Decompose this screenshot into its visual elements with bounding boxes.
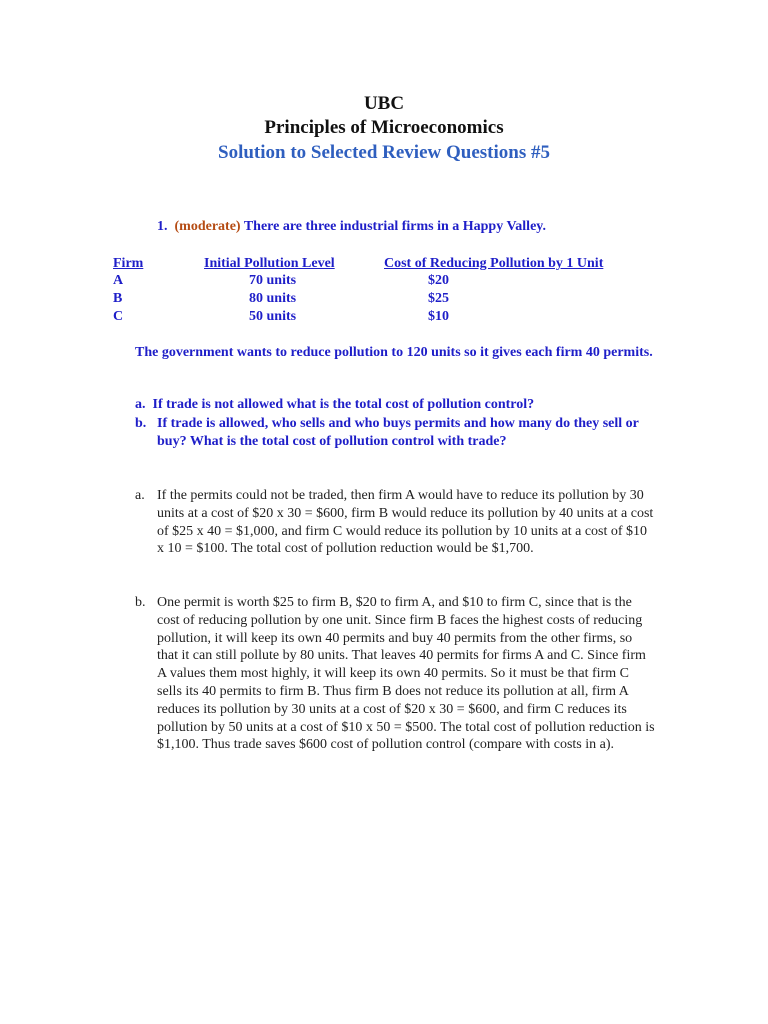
subquestion-marker: b. bbox=[135, 416, 147, 431]
table-row bbox=[0, 309, 768, 327]
course-title: Principles of Microeconomics bbox=[264, 117, 504, 138]
question-number: 1. bbox=[157, 219, 168, 234]
scenario-text: The government wants to reduce pollution to 120 units so it gives each firm 40 permits. bbox=[135, 345, 653, 360]
table-row bbox=[0, 273, 768, 291]
table-row bbox=[0, 291, 768, 309]
table-cell-firm: A bbox=[113, 273, 124, 288]
answer-a bbox=[135, 487, 655, 558]
question-prompt: There are three industrial firms in a Happy Valley. bbox=[243, 219, 547, 234]
answer-marker: b. bbox=[135, 595, 146, 610]
subquestion-b bbox=[135, 415, 665, 451]
difficulty-label: (moderate) bbox=[174, 219, 241, 234]
answer-b bbox=[135, 594, 655, 754]
institution-title: UBC bbox=[363, 93, 405, 114]
table-cell-cost: $25 bbox=[428, 291, 449, 306]
table-cell-cost: $20 bbox=[428, 273, 449, 288]
table-cell-firm: B bbox=[113, 291, 123, 306]
subquestion-text: If trade is not allowed what is the total cost of pollution control? bbox=[152, 397, 535, 412]
table-cell-cost: $10 bbox=[428, 309, 449, 324]
table-cell-level: 70 units bbox=[249, 273, 297, 288]
answer-text: If the permits could not be traded, then firm A would have to reduce its pollution by 30 units at a cost of $20 x 30 = $600, firm B would reduce its pollution by 40 units at a cost of $25 x 40 = $1,000, and firm C would reduce its pollution by 10 units at a cost of $10 x 10 = $100. The total cost of pollution reduction would be $1,700. bbox=[157, 488, 654, 557]
document-subtitle: Solution to Selected Review Questions #5 bbox=[218, 142, 550, 163]
question-1-heading bbox=[157, 219, 546, 235]
table-header-cost: Cost of Reducing Pollution by 1 Unit bbox=[384, 256, 604, 271]
table-header-pollution-level: Initial Pollution Level bbox=[204, 256, 335, 271]
subquestion-text: If trade is allowed, who sells and who buys permits and how many do they sell or buy? What is the total cost of pollution control with trade? bbox=[157, 416, 639, 449]
table-cell-level: 50 units bbox=[249, 309, 297, 324]
table-header-firm: Firm bbox=[113, 256, 144, 271]
answer-marker: a. bbox=[135, 488, 145, 503]
answer-text: One permit is worth $25 to firm B, $20 to firm A, and $10 to firm C, since that is the cost of reducing pollution by one unit. Since firm B faces the highest costs of reducing pollution, it will keep its own 40 permits and buy 40 permits from the other firms, so that it can still pollute by 80 units. That leaves 40 permits for firms A and C. Since firm A values them most highly, it will keep its own 40 permits. So it must be that firm C sells its 40 permits to firm B. Thus firm B does not reduce its pollution at all, firm A reduces its pollution by 30 units at a cost of $20 x 30 = $600, and firm C reduces its pollution by 50 units at a cost of $10 x 50 = $500. The total cost of pollution reduction is $1,100. Thus trade saves $600 cost of pollution control (compare with costs in a). bbox=[157, 595, 655, 753]
table-cell-level: 80 units bbox=[249, 291, 297, 306]
subquestion-a bbox=[135, 397, 534, 413]
subquestion-marker: a. bbox=[135, 397, 146, 412]
table-cell-firm: C bbox=[113, 309, 124, 324]
